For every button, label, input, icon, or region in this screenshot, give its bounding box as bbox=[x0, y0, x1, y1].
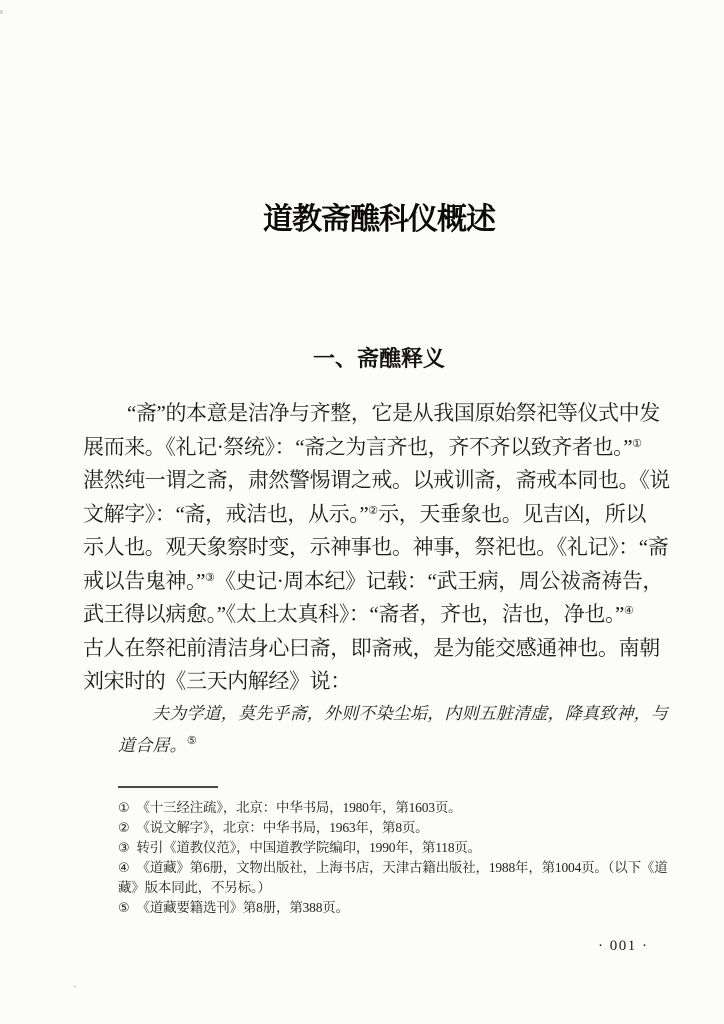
paragraph-line bbox=[83, 431, 675, 465]
footnote-reference: ④ bbox=[623, 605, 634, 617]
footnotes bbox=[118, 798, 668, 918]
text-run: 夫为学道，莫先乎斋，外则不染尘垢，内则五脏清虚，降真致神，与 bbox=[152, 704, 668, 723]
text-run: 《史记·周本纪》记载：“武王病，周公祓斋祷告， bbox=[214, 568, 664, 593]
footnote-reference: ② bbox=[368, 504, 379, 517]
footnote-reference: ⑤ bbox=[186, 735, 197, 747]
footnote-number: ⑤ bbox=[118, 901, 130, 916]
text-run: “斋”的本意是洁净与齐整，它是从我国原始祭祀等仪式中发 bbox=[127, 401, 660, 425]
text-run: 刘宋时的《三天内解经》说： bbox=[83, 669, 351, 693]
scan-artifact bbox=[0, 10, 3, 14]
footnote-reference: ③ bbox=[205, 571, 215, 584]
footnote-line bbox=[118, 818, 663, 838]
paragraph-line bbox=[83, 565, 675, 599]
text-run: 湛然纯一谓之斋，肃然警惕谓之戒。以戒训斋，斋戒本同也。《说 bbox=[83, 468, 670, 492]
footnote-line bbox=[118, 858, 668, 878]
footnote-number: ② bbox=[118, 821, 130, 836]
page-number: · 001 · bbox=[598, 938, 649, 954]
footnote-line bbox=[118, 798, 663, 818]
quote-line bbox=[118, 698, 668, 730]
paragraph-line bbox=[83, 397, 675, 431]
text-run: 展而来。《礼记·祭统》：“斋之为言齐也，齐不齐以致齐者也。” bbox=[83, 434, 633, 459]
text-run: 示人也。观天象察时变，示神事也。神事，祭祀也。《礼记》：“斋 bbox=[83, 535, 669, 559]
text-run: 古人在祭祀前清洁身心曰斋，即斋戒，是为能交感通神也。南朝 bbox=[83, 635, 660, 660]
footnote-text: 《道藏》第6册，文物出版社，上海书店，天津古籍出版社，1988年，第1004页。（以下《道 bbox=[136, 860, 668, 875]
scan-artifact: + bbox=[73, 983, 77, 991]
chapter-title: 道教斋醮科仪概述 bbox=[263, 203, 495, 236]
footnote-reference: ① bbox=[632, 437, 643, 450]
paragraph-line bbox=[83, 498, 675, 532]
body-paragraph bbox=[83, 397, 675, 699]
paragraph-line bbox=[83, 531, 675, 565]
footnote-text: 《十三经注疏》，北京：中华书局，1980年，第1603页。 bbox=[136, 800, 462, 815]
footnote-line bbox=[118, 878, 663, 898]
footnote-number: ① bbox=[118, 801, 130, 816]
footnote-line bbox=[118, 838, 663, 858]
text-run: 示，天垂象也。见吉凶，所以 bbox=[378, 501, 646, 526]
footnote-separator bbox=[118, 786, 218, 788]
paragraph-line bbox=[83, 598, 675, 632]
text-run: 武王得以病愈。”《太上太真科》：“斋者，齐也，洁也，净也。” bbox=[83, 602, 624, 626]
footnote-number: ③ bbox=[118, 841, 130, 856]
paragraph-line bbox=[83, 632, 675, 666]
footnote-number: ④ bbox=[118, 861, 130, 876]
footnote-text: 转引《道教仪范》，中国道教学院编印，1990年，第118页。 bbox=[136, 840, 481, 855]
text-run: 文解字》：“斋，戒洁也，从示。” bbox=[83, 501, 369, 526]
footnote-text: 藏》版本同此，不另标。） bbox=[118, 880, 271, 895]
paragraph-line bbox=[83, 464, 675, 498]
text-run: 戒以告鬼神。” bbox=[83, 568, 206, 593]
section-heading: 一、斋醮释义 bbox=[312, 346, 445, 371]
quote-line bbox=[118, 730, 658, 762]
footnote-text: 《道藏要籍选刊》第8册，第388页。 bbox=[136, 900, 349, 915]
footnote-text: 《说文解字》，北京：中华书局，1963年，第8页。 bbox=[136, 820, 429, 835]
text-run: 道合居。 bbox=[118, 736, 187, 755]
page-content bbox=[83, 0, 675, 1024]
block-quote bbox=[118, 698, 668, 762]
footnote-line bbox=[118, 898, 663, 918]
paragraph-line bbox=[83, 665, 675, 699]
